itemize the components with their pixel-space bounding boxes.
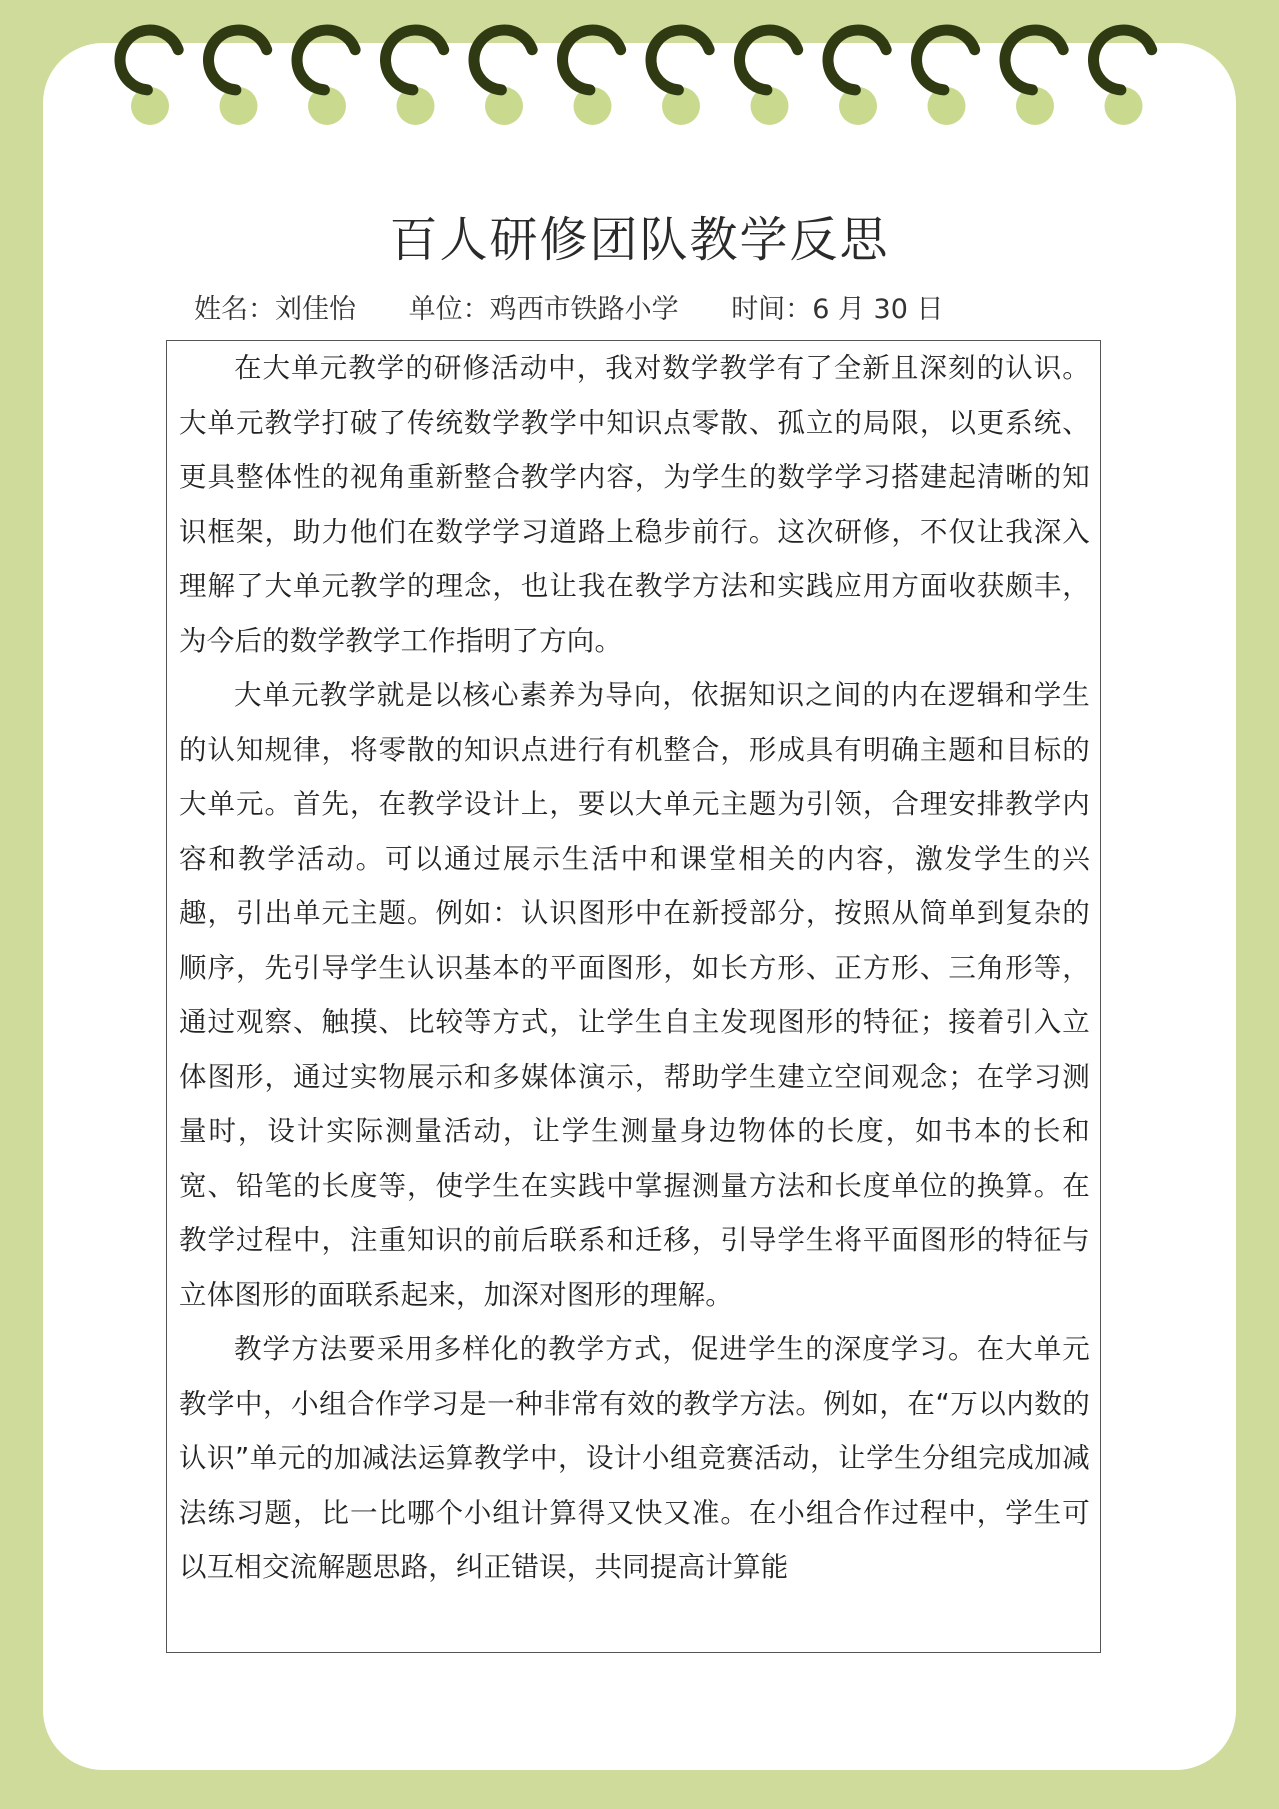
paragraph-1: 在大单元教学的研修活动中，我对数学教学有了全新且深刻的认识。大单元教学打破了传统数学教学中知识点零散、孤立的局限，以更系统、更具整体性的视角重新整合教学内容，为学生的数学学习搭建起清晰的知识框架，助力他们在数学学习道路上稳步前行。这次研修，不仅让我深入理解了大单元教学的理念，也让我在教学方法和实践应用方面收获颇丰，为今后的数学教学工作指明了方向。 xyxy=(179,352,1090,657)
binding-ring xyxy=(563,30,621,90)
unit-value: 鸡西市铁路小学 xyxy=(489,294,679,325)
spiral-binding xyxy=(0,0,1279,140)
binding-ring xyxy=(208,30,266,90)
paragraph-2: 大单元教学就是以核心素养为导向，依据知识之间的内在逻辑和学生的认知规律，将零散的知识点进行有机整合，形成具有明确主题和目标的大单元。首先，在教学设计上，要以大单元主题为引领，合理安排教学内容和教学活动。可以通过展示生活中和课堂相关的内容，激发学生的兴趣，引出单元主题。例如：认识图形中在新授部分，按照从简单到复杂的顺序，先引导学生认识基本的平面图形，如长方形、正方形、三角形等，通过观察、触摸、比较等方式，让学生自主发现图形的特征；接着引入立体图形，通过实物展示和多媒体演示，帮助学生建立空间观念；在学习测量时，设计实际测量活动，让学生测量身边物体的长度，如书本的长和宽、铅笔的长度等，使学生在实践中掌握测量方法和长度单位的换算。在教学过程中，注重知识的前后联系和迁移，引导学生将平面图形的特征与立体图形的面联系起来，加深对图形的理解。 xyxy=(179,679,1090,1311)
page-title: 百人研修团队教学反思 xyxy=(389,212,890,268)
name-value: 刘佳怡 xyxy=(275,294,356,325)
binding-ring xyxy=(120,30,178,90)
author-info xyxy=(194,292,987,328)
time-label: 时间： xyxy=(731,294,813,325)
binding-ring xyxy=(474,30,532,90)
binding-ring xyxy=(1005,30,1063,90)
paragraph-3: 教学方法要采用多样化的教学方式，促进学生的深度学习。在大单元教学中，小组合作学习是一种非常有效的教学方法。例如，在“万以内数的认识”单元的加减法运算教学中，设计小组竞赛活动，让学生分组完成加减法练习题，比一比哪个小组计算得又快又准。在小组合作过程中，学生可以互相交流解题思路，纠正错误，共同提高计算能 xyxy=(179,1333,1090,1583)
time-value: 6 月 30 日 xyxy=(812,294,944,325)
binding-ring xyxy=(297,30,355,90)
spiral-rings-graphic xyxy=(0,0,1279,140)
binding-ring xyxy=(740,30,798,90)
name-label: 姓名： xyxy=(194,294,275,325)
binding-ring xyxy=(1094,30,1152,90)
binding-ring xyxy=(917,30,975,90)
binding-ring xyxy=(651,30,709,90)
unit-label: 单位： xyxy=(408,294,490,325)
binding-ring xyxy=(828,30,886,90)
reflection-text-box xyxy=(166,340,1101,1653)
binding-ring xyxy=(386,30,444,90)
